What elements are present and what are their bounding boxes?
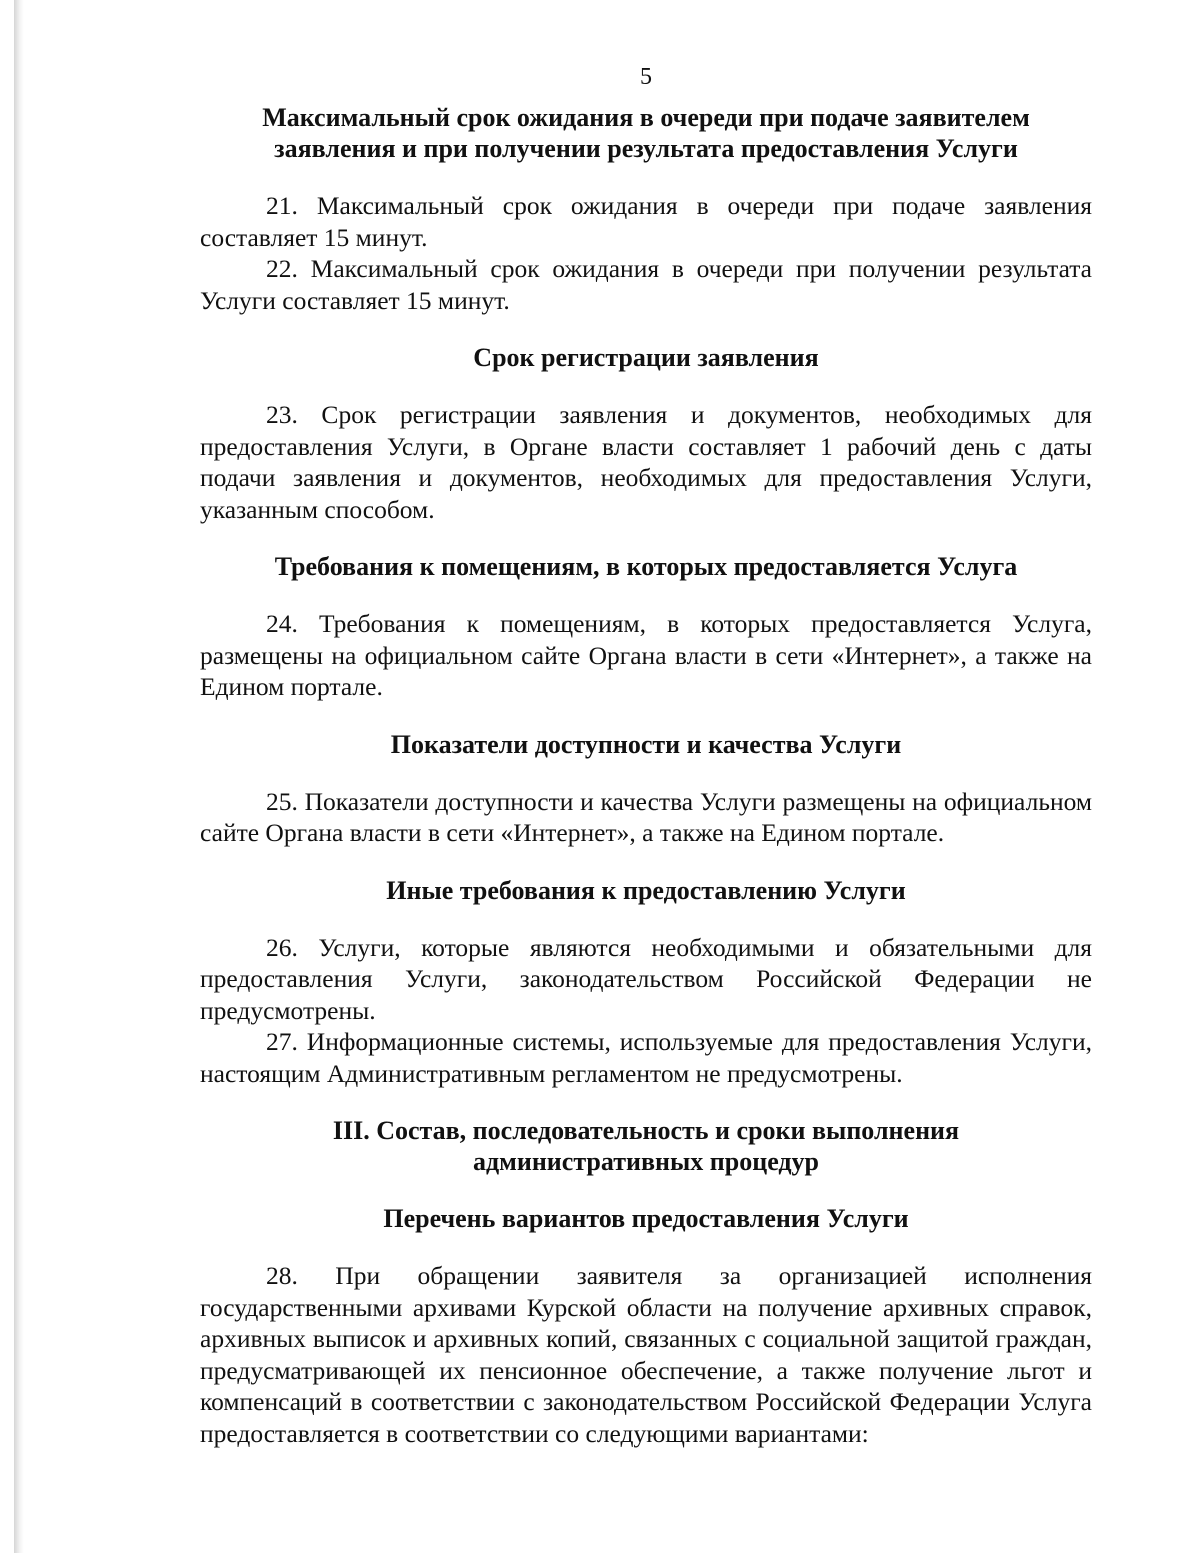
section-heading: [200, 102, 1092, 164]
section-heading: Перечень вариантов предоставления Услуги: [383, 1204, 909, 1233]
numbered-paragraph: 28. При обращении заявителя за организацией исполнения государственными архивами Курской области на получение архивных справок, архивных выписок и архивных копий, связанных с социальной защитой граждан, предусматривающей их пенсионное обеспечение, а также получение льгот и компенсаций в соответствии с законодательством Российской Федерации Услуга предоставляется в соответствии со следующими вариантами:: [200, 1261, 1092, 1448]
spacer: [200, 373, 1092, 399]
numbered-paragraph: 21. Максимальный срок ожидания в очереди при подаче заявления составляет 15 минут.: [200, 191, 1092, 252]
spacer: [200, 703, 1092, 729]
numbered-paragraph: 25. Показатели доступности и качества Услуги размещены на официальном сайте Органа власти в сети «Интернет», а также на Едином портале.: [200, 786, 1092, 847]
heading-line: III. Состав, последовательность и сроки выполнения: [332, 1116, 960, 1145]
spacer: [200, 849, 1092, 875]
section-heading: Требования к помещениям, в которых предоставляется Услуга: [274, 552, 1018, 581]
spacer: [200, 582, 1092, 608]
heading-line: Максимальный срок ожидания в очереди при подаче заявителем: [262, 103, 1030, 132]
numbered-paragraph: 26. Услуги, которые являются необходимыми и обязательными для предоставления Услуги, законодательством Российской Федерации не предусмотрены.: [200, 932, 1092, 1025]
document-blocks: [200, 102, 1092, 1449]
spacer: [200, 760, 1092, 786]
heading-line: административных процедур: [472, 1147, 820, 1176]
numbered-paragraph: 23. Срок регистрации заявления и документов, необходимых для предоставления Услуги, в Органе власти составляет 1 рабочий день с даты подачи заявления и документов, необходимых для предоставления Услуги, указанным способом.: [200, 400, 1092, 524]
spacer: [200, 164, 1092, 190]
scan-edge-shadow: [14, 0, 24, 1553]
numbered-paragraph: 22. Максимальный срок ожидания в очереди при получении результата Услуги составляет 15 минут.: [200, 254, 1092, 315]
numbered-paragraph: 24. Требования к помещениям, в которых предоставляется Услуга, размещены на официальном сайте Органа власти в сети «Интернет», а также на Едином портале.: [200, 609, 1092, 701]
section-heading: [200, 1115, 1092, 1177]
page-number: 5: [640, 64, 652, 90]
spacer: [200, 525, 1092, 551]
numbered-paragraph: 27. Информационные системы, используемые для предоставления Услуги, настоящим Административным регламентом не предусмотрены.: [200, 1027, 1092, 1088]
section-heading: Показатели доступности и качества Услуги: [390, 729, 902, 759]
section-heading: Иные требования к предоставлению Услуги: [386, 875, 906, 905]
heading-line: заявления и при получении результата предоставления Услуги: [274, 134, 1018, 163]
spacer: [200, 1234, 1092, 1260]
spacer: [200, 316, 1092, 342]
spacer: [200, 1089, 1092, 1115]
spacer: [200, 1177, 1092, 1203]
spacer: [200, 906, 1092, 932]
document-body: [200, 62, 1092, 1449]
section-heading: Срок регистрации заявления: [473, 343, 819, 372]
